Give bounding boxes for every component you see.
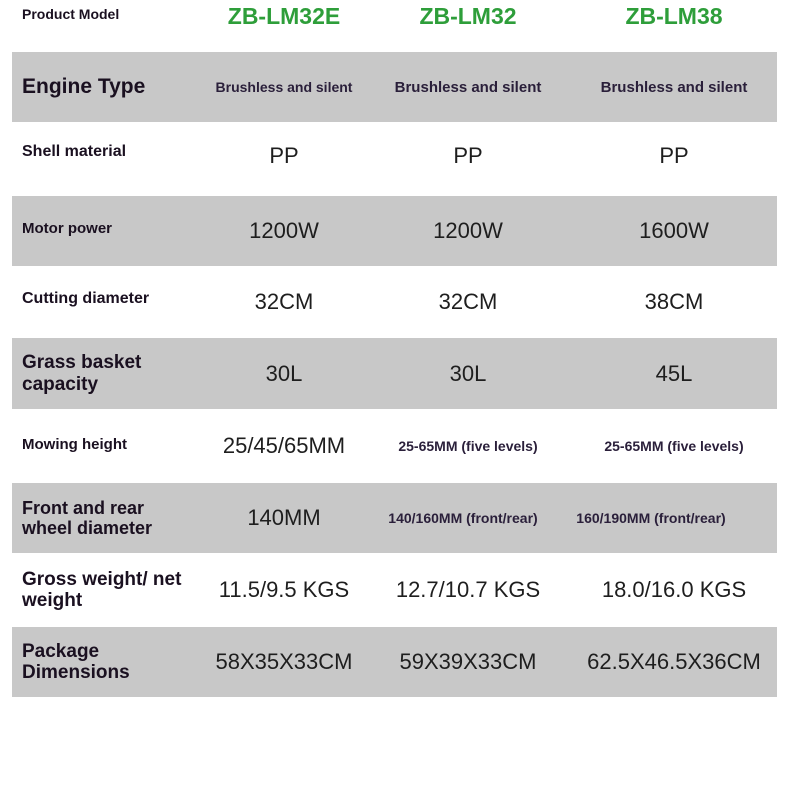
spec-value: 58X35X33CM	[215, 649, 353, 674]
model-zb-lm32: ZB-LM32	[419, 3, 517, 29]
spec-label: Engine Type	[22, 75, 146, 99]
spec-value: 11.5/9.5 KGS	[218, 577, 350, 602]
spec-row-mowing-height	[12, 411, 777, 481]
spec-row-engine-type	[12, 52, 777, 122]
product-model-label: Product Model	[22, 6, 120, 22]
spec-label: Gross weight/ net weight	[22, 568, 182, 611]
spec-value: 1600W	[639, 218, 709, 243]
spec-row-motor-power	[12, 196, 777, 266]
spec-value: Brushless and silent	[394, 78, 542, 96]
spec-value: 1200W	[249, 218, 319, 243]
spec-value: 160/190MM (front/rear)	[576, 510, 726, 526]
spec-value: PP	[453, 143, 483, 168]
spec-value: 32CM	[438, 289, 498, 314]
spec-value: 30L	[449, 360, 487, 386]
spec-label: Mowing height	[22, 435, 127, 453]
spec-label: Front and rear wheel diameter	[22, 497, 153, 538]
spec-row-cutting-diameter	[12, 268, 777, 336]
spec-value: 45L	[655, 360, 693, 386]
spec-value: 38CM	[644, 289, 704, 314]
spec-value: 140/160MM (front/rear)	[388, 510, 538, 526]
spec-value: 25-65MM (five levels)	[398, 438, 538, 454]
spec-value: PP	[269, 143, 299, 168]
spec-row-shell-material	[12, 124, 777, 188]
spec-value: 12.7/10.7 KGS	[395, 577, 541, 602]
spec-value: 1200W	[433, 218, 503, 243]
spec-value: 59X39X33CM	[399, 649, 537, 674]
spec-row-package-dimensions	[12, 627, 777, 697]
spec-label: Package Dimensions	[22, 640, 130, 683]
spec-label: Shell material	[22, 143, 127, 161]
model-zb-lm38: ZB-LM38	[625, 3, 723, 29]
spec-label: Cutting diameter	[22, 290, 150, 308]
spec-value: Brushless and silent	[215, 79, 353, 95]
spec-value: 18.0/16.0 KGS	[601, 577, 747, 602]
spec-label: Grass basket capacity	[22, 352, 142, 395]
spec-value: 32CM	[254, 289, 314, 314]
spec-value: Brushless and silent	[600, 78, 748, 96]
spec-value: 62.5X46.5X36CM	[587, 649, 761, 674]
spec-value: 30L	[265, 360, 303, 386]
spec-value: 25/45/65MM	[222, 433, 346, 458]
spec-value: PP	[659, 143, 689, 168]
spec-row-weight	[12, 555, 777, 625]
spec-value: 25-65MM (five levels)	[604, 438, 744, 454]
spec-row-wheel-diameter	[12, 483, 777, 553]
spec-row-grass-basket	[12, 338, 777, 409]
spec-value: 140MM	[247, 505, 321, 530]
spec-label: Motor power	[22, 219, 112, 237]
table-header	[0, 0, 790, 40]
model-zb-lm32e: ZB-LM32E	[227, 3, 341, 29]
